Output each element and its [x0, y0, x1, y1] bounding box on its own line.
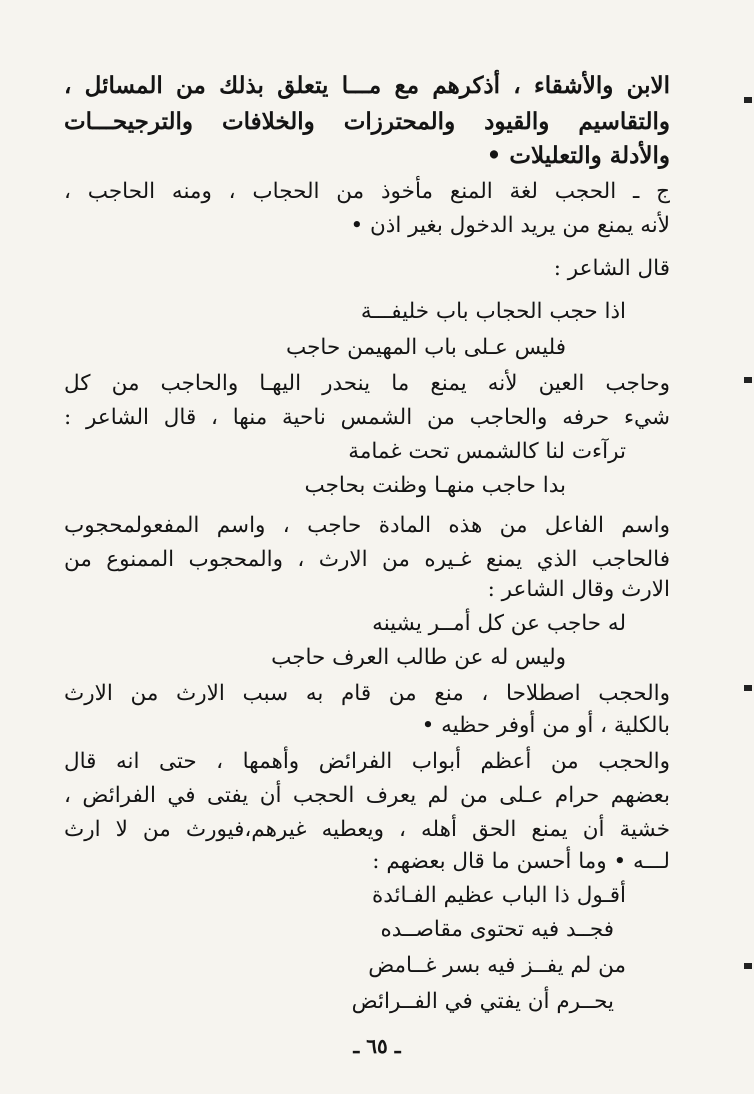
margin-mark	[744, 963, 752, 969]
margin-mark	[744, 97, 752, 103]
page-number: ـ ٦٥ ـ	[353, 1034, 401, 1058]
text-line-21: بعضهم حرام عـلى من لم يعرف الحجب أن يفتى في الفرائض ،	[64, 783, 670, 808]
verse-5-first-hemistich: من لم يفــز فيه بسر غــامض	[368, 953, 626, 978]
text-line-19: بالكلية ، أو من أوفر حظيه •	[421, 713, 670, 738]
text-line-9: وحاجب العين لأنه يمنع ما ينحدر اليهـا والحاجب من كل	[64, 371, 670, 396]
verse-2-first-hemistich: ترآءت لنا كالشمس تحت غمامة	[348, 439, 626, 464]
text-line-1: الابن والأشقاء ، أذكرهم مع مـــا يتعلق بذلك من المسائل ،	[64, 72, 670, 99]
text-line-10: شيء حرفه والحاجب من الشمس ناحية منها ، قال الشاعر :	[64, 405, 670, 430]
text-line-15: الارث وقال الشاعر :	[487, 577, 670, 602]
verse-5-second-hemistich: يحــرم أن يفتي في الفــرائض	[351, 989, 614, 1014]
text-line-18: والحجب اصطلاحا ، منع من قام به سبب الارث من الارث	[64, 681, 670, 706]
verse-3-first-hemistich: له حاجب عن كل أمــر يشينه	[372, 611, 626, 636]
verse-2-second-hemistich: بدا حاجب منهـا وظنت بحاجب	[304, 473, 566, 498]
text-line-2: والتقاسيم والقيود والمحترزات والخلافات والترجيحـــات	[64, 108, 670, 135]
text-line-14: فالحاجب الذي يمنع غـيره من الارث ، والمحجوب الممنوع من	[64, 547, 670, 572]
text-line-6: قال الشاعر :	[553, 256, 670, 281]
text-line-5: لأنه يمنع من يريد الدخول بغير اذن •	[350, 213, 670, 238]
verse-3-second-hemistich: وليس له عن طالب العرف حاجب	[271, 645, 566, 670]
margin-mark	[744, 377, 752, 383]
text-line-13: واسم الفاعل من هذه المادة حاجب ، واسم المفعولمحجوب	[64, 513, 670, 538]
text-line-3: والأدلة والتعليلات •	[486, 142, 670, 169]
text-line-20: والحجب من أعظم أبواب الفرائض وأهمها ، حتى انه قال	[64, 749, 670, 774]
text-line-22: خشية أن يمنع الحق أهله ، ويعطيه غيرهم،فيورث من لا ارث	[64, 817, 670, 842]
verse-1-first-hemistich: اذا حجب الحجاب باب خليفـــة	[360, 299, 626, 324]
verse-4-first-hemistich: أقـول ذا الباب عظيم الفـائدة	[371, 883, 626, 908]
text-line-4: ج ـ الحجب لغة المنع مأخوذ من الحجاب ، ومنه الحاجب ،	[64, 179, 670, 204]
margin-mark	[744, 685, 752, 691]
verse-1-second-hemistich: فليس عـلى باب المهيمن حاجب	[286, 335, 566, 360]
verse-4-second-hemistich: فجــد فيه تحتوى مقاصــده	[380, 917, 614, 942]
text-line-23: لـــه • وما أحسن ما قال بعضهم :	[372, 849, 670, 874]
